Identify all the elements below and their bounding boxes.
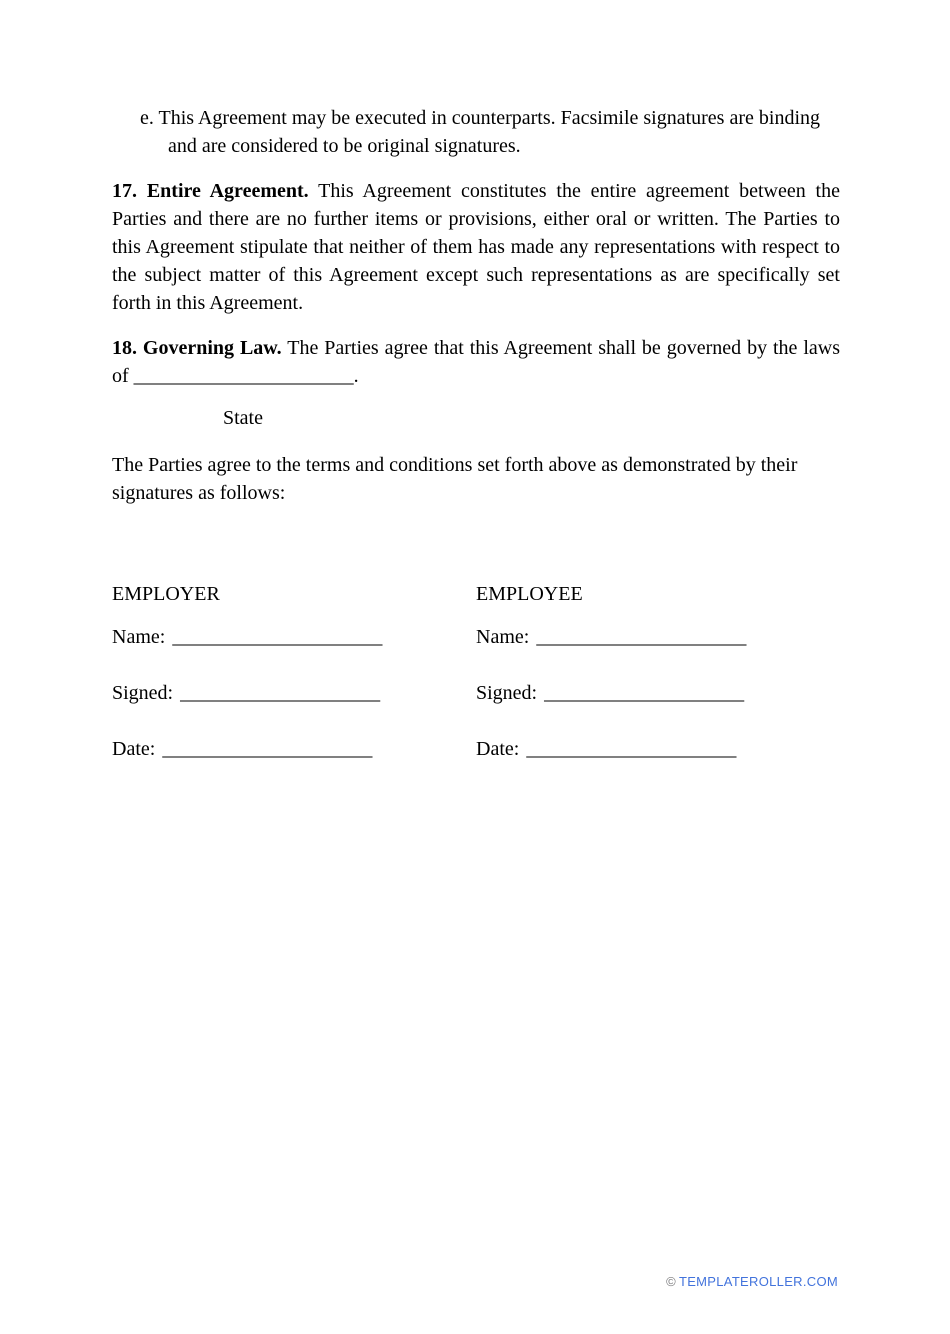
employer-signature-block [112,580,476,763]
employer-signed-blank[interactable]: ____________________ [180,682,381,704]
closing-statement: The Parties agree to the terms and conditions set forth above as demonstrated by their signatures as follows: [112,454,798,504]
document-page [0,104,950,1334]
employer-signed-row [112,679,476,707]
state-fill-in-blank[interactable]: ______________________ [133,365,354,387]
section-18-blank-group [112,365,354,387]
section-17-paragraph [112,177,840,317]
section-17-body: This Agreement constitutes the entire agreement between the Parties and there are no further items or provisions, either oral or written. The Parties to this Agreement stipulate that neither of them has made any representations with respect to the subject matter of this Agreement except such representations as are specifically set forth in this Agreement. [112,180,840,314]
employee-date-blank[interactable]: _____________________ [526,738,737,760]
employee-signed-label: Signed: [476,682,538,704]
employee-title: EMPLOYEE [476,583,583,605]
copyright-symbol: © [666,1274,676,1289]
templateroller-link[interactable]: TEMPLATEROLLER.COM [678,1274,838,1289]
employer-title: EMPLOYER [112,583,220,605]
employee-name-label: Name: [476,626,530,648]
employee-name-row [476,623,840,651]
footer [666,1274,838,1289]
employee-name-blank[interactable]: _____________________ [536,626,747,648]
employee-date-row [476,735,840,763]
clause-e [112,104,840,160]
employer-date-blank[interactable]: _____________________ [162,738,373,760]
employer-name-row [112,623,476,651]
document-content [0,104,950,763]
employee-date-label: Date: [476,738,520,760]
clause-e-marker: e. [140,107,154,129]
signature-area [112,580,840,763]
section-18-paragraph [112,334,840,390]
employee-signature-block [476,580,840,763]
employer-name-blank[interactable]: _____________________ [172,626,383,648]
employee-signed-row [476,679,840,707]
employee-signed-blank[interactable]: ____________________ [544,682,745,704]
state-blank-caption: State [223,407,263,429]
section-17-heading: 17. Entire Agreement. [112,180,309,202]
clause-e-text: This Agreement may be executed in counterparts. Facsimile signatures are binding and are considered to be original signatures. [158,107,820,157]
employer-name-label: Name: [112,626,166,648]
section-18-suffix: . [353,365,359,387]
section-18-body: The Parties agree that this Agreement shall be governed by the laws [287,337,841,359]
employer-date-label: Date: [112,738,156,760]
employer-signed-label: Signed: [112,682,174,704]
section-18-heading: 18. Governing Law. [112,337,282,359]
employer-date-row [112,735,476,763]
section-18-blank-prefix: of [112,365,129,387]
